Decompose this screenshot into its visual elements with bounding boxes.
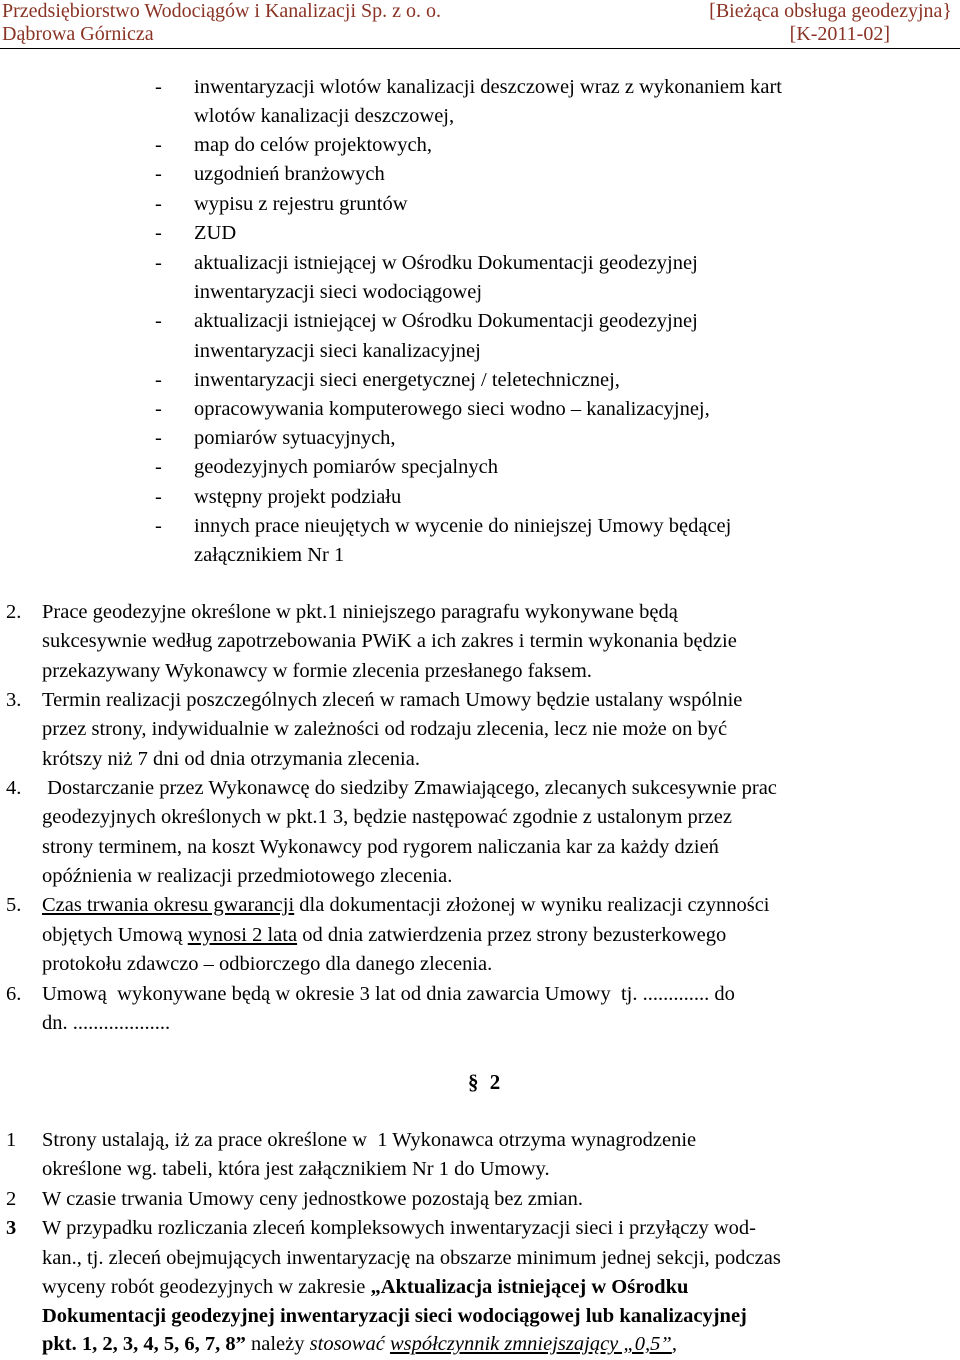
section-sign-icon: § (468, 1070, 479, 1094)
section-heading: § 2 (468, 1070, 501, 1094)
list-item: inwentaryzacji sieci kanalizacyjnej (194, 340, 481, 362)
list-item: załącznikiem Nr 1 (194, 544, 345, 566)
warranty-term-label: Czas trwania okresu gwarancji (42, 894, 295, 916)
point-number: 1 (6, 1129, 17, 1151)
list-item: inwentaryzacji sieci wodociągowej (194, 281, 483, 303)
paragraph-number: 4. (6, 777, 22, 799)
list-item: wlotów kanalizacji deszczowej, (194, 105, 455, 127)
reduction-coefficient: współczynnik zmniejszający „0,5” (389, 1333, 672, 1355)
paragraph-number: 6. (6, 983, 22, 1005)
page-header (0, 0, 960, 49)
paragraph-number: 5. (6, 894, 22, 916)
warranty-duration: wynosi 2 lata (187, 924, 298, 946)
point-number: 2 (6, 1188, 17, 1210)
header-city: Dąbrowa Górnicza (2, 23, 154, 45)
header-doc-title: [Bieżąca obsługa geodezyjna} (709, 0, 952, 22)
paragraph-number: 3. (6, 689, 22, 711)
header-doc-code: [K-2011-02] (789, 23, 890, 45)
point-number: 3 (6, 1217, 17, 1239)
header-company: Przedsiębiorstwo Wodociągów i Kanalizacji Sp. z o. o. (2, 0, 442, 22)
paragraph-number: 2. (6, 601, 22, 623)
